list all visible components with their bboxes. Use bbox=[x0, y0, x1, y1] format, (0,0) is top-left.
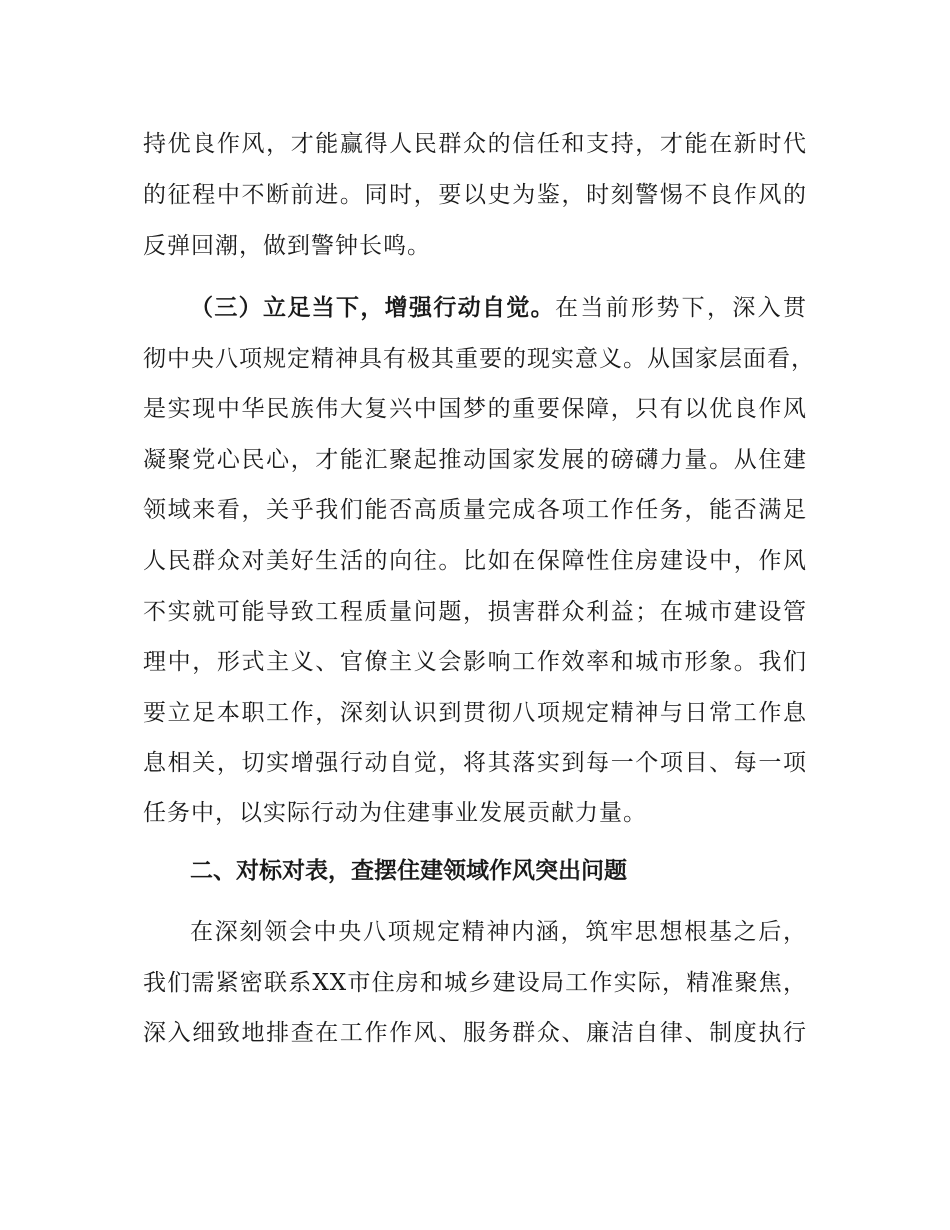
paragraph-3-line-2: 我们需紧密联系XX市住房和城乡建设局工作实际，精准聚焦， bbox=[143, 970, 807, 996]
paragraph-1-line-2: 的征程中不断前进。同时，要以史为鉴，时刻警惕不良作风的 bbox=[143, 182, 807, 208]
paragraph-2-line-9: 要立足本职工作，深刻认识到贯彻八项规定精神与日常工作息 bbox=[143, 700, 807, 726]
paragraph-2-line-11: 任务中，以实际行动为住建事业发展贡献力量。 bbox=[143, 800, 647, 826]
paragraph-2-first-line-rest: 在当前形势下，深入贯 bbox=[555, 295, 808, 321]
paragraph-2-bold-lead: （三）立足当下，增强行动自觉。 bbox=[190, 295, 555, 321]
paragraph-2-line-10: 息相关，切实增强行动自觉，将其落实到每一个项目、每一项 bbox=[143, 750, 807, 776]
paragraph-1-line-1: 持优良作风，才能赢得人民群众的信任和支持，才能在新时代 bbox=[143, 131, 807, 157]
paragraph-3-line-3: 深入细致地排查在工作作风、服务群众、廉洁自律、制度执行 bbox=[143, 1020, 807, 1046]
paragraph-3-first-line: 在深刻领会中央八项规定精神内涵，筑牢思想根基之后， bbox=[190, 919, 807, 945]
section-heading: 二、对标对表，查摆住建领域作风突出问题 bbox=[190, 858, 627, 884]
paragraph-2-line-7: 不实就可能导致工程质量问题，损害群众利益；在城市建设管 bbox=[143, 599, 807, 625]
paragraph-2-first-line bbox=[190, 288, 807, 328]
paragraph-2-line-6: 人民群众对美好生活的向往。比如在保障性住房建设中，作风 bbox=[143, 548, 807, 574]
paragraph-2-line-3: 是实现中华民族伟大复兴中国梦的重要保障，只有以优良作风 bbox=[143, 396, 807, 422]
paragraph-2-line-2: 彻中央八项规定精神具有极其重要的现实意义。从国家层面看， bbox=[143, 346, 815, 372]
paragraph-2-line-5: 领域来看，关乎我们能否高质量完成各项工作任务，能否满足 bbox=[143, 497, 807, 523]
paragraph-1-line-3: 反弹回潮，做到警钟长鸣。 bbox=[143, 233, 431, 259]
paragraph-2-line-8: 理中，形式主义、官僚主义会影响工作效率和城市形象。我们 bbox=[143, 649, 807, 675]
paragraph-2-line-4: 凝聚党心民心，才能汇聚起推动国家发展的磅礴力量。从住建 bbox=[143, 447, 807, 473]
